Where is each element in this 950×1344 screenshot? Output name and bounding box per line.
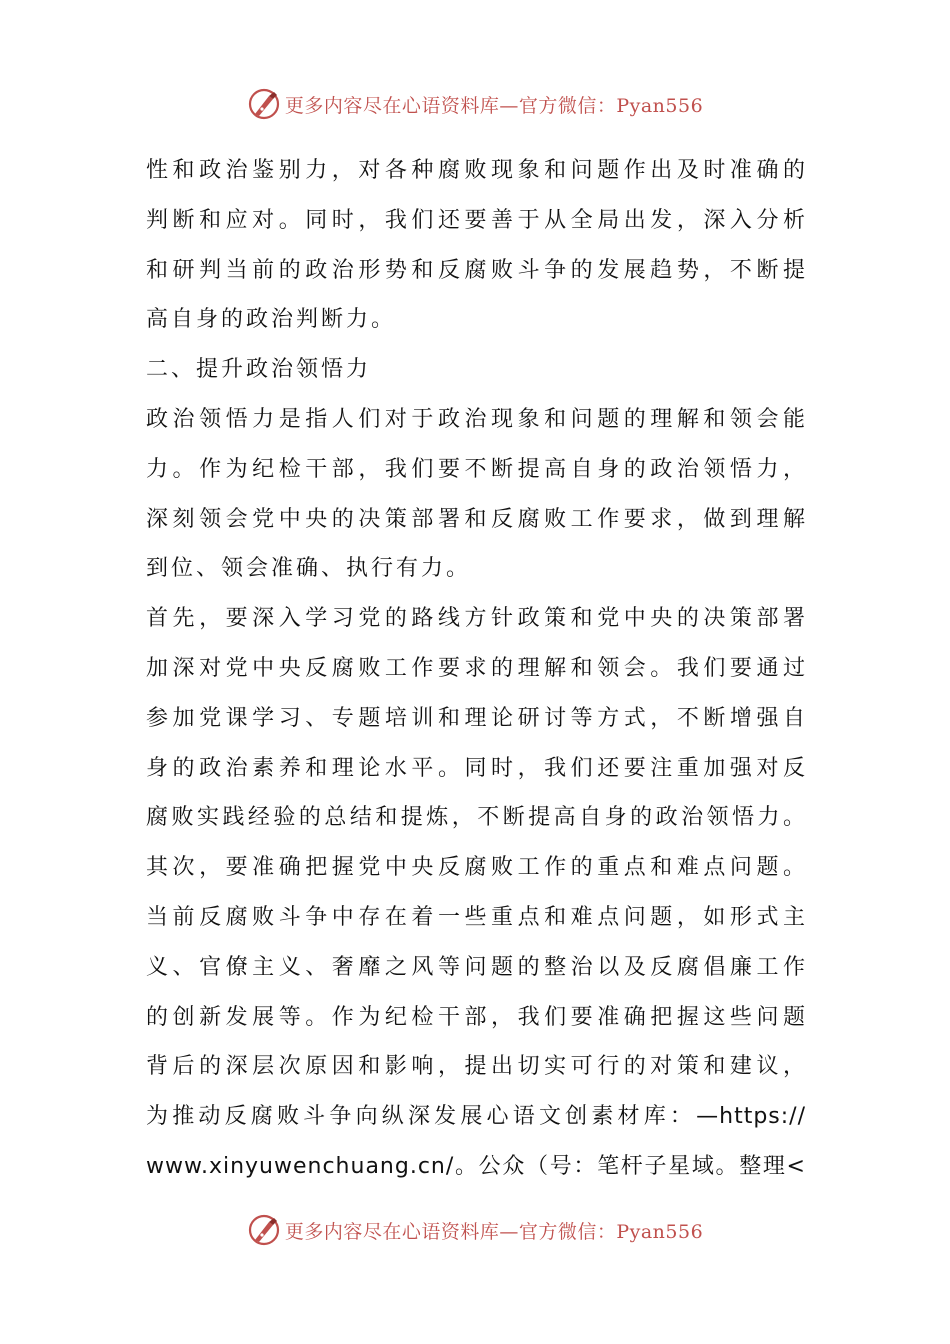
body-line: 腐败实践经验的总结和提炼，不断提高自身的政治领悟力。 xyxy=(146,805,806,831)
body-line: 力。作为纪检干部，我们要不断提高自身的政治领悟力， xyxy=(146,456,806,482)
body-line: 到位、领会准确、执行有力。 xyxy=(146,556,472,582)
section-heading: 二、提升政治领悟力 xyxy=(146,357,372,383)
body-line: 当前反腐败斗争中存在着一些重点和难点问题，如形式主 xyxy=(146,904,806,930)
document-body xyxy=(146,146,806,1192)
body-line: 加深对党中央反腐败工作要求的理解和领会。我们要通过 xyxy=(146,655,806,681)
body-line: 政治领悟力是指人们对于政治现象和问题的理解和领会能 xyxy=(146,406,806,432)
pen-nib-icon xyxy=(247,87,281,121)
footer-banner xyxy=(0,1210,950,1250)
header-banner xyxy=(0,84,950,124)
body-line: 其次，要准确把握党中央反腐败工作的重点和难点问题。 xyxy=(146,855,806,881)
body-line: 性和政治鉴别力，对各种腐败现象和问题作出及时准确的 xyxy=(146,158,806,183)
body-line: www.xinyuwenchuang.cn/。公众（号：笔杆子星域。整理< xyxy=(146,1153,806,1179)
footer-banner-text: 更多内容尽在心语资料库—官方微信：Pyan556 xyxy=(284,1220,704,1243)
pen-nib-icon xyxy=(247,1213,281,1247)
body-line: 首先，要深入学习党的路线方针政策和党中央的决策部署 xyxy=(146,606,806,632)
body-line: 判断和应对。同时，我们还要善于从全局出发，深入分析 xyxy=(146,207,806,233)
body-line: 高自身的政治判断力。 xyxy=(146,307,397,333)
body-line: 和研判当前的政治形势和反腐败斗争的发展趋势，不断提 xyxy=(146,257,806,283)
body-line: 为推动反腐败斗争向纵深发展心语文创素材库：—https:// xyxy=(146,1104,806,1130)
body-line: 的创新发展等。作为纪检干部，我们要准确把握这些问题 xyxy=(146,1004,806,1030)
body-line: 深刻领会党中央的决策部署和反腐败工作要求，做到理解 xyxy=(146,506,806,532)
header-banner-text: 更多内容尽在心语资料库—官方微信：Pyan556 xyxy=(284,94,704,117)
body-line: 义、官僚主义、奢靡之风等问题的整治以及反腐倡廉工作 xyxy=(146,954,806,980)
body-line: 身的政治素养和理论水平。同时，我们还要注重加强对反 xyxy=(146,755,806,781)
body-line: 背后的深层次原因和影响，提出切实可行的对策和建议， xyxy=(146,1054,806,1080)
body-line: 参加党课学习、专题培训和理论研讨等方式，不断增强自 xyxy=(146,705,806,731)
